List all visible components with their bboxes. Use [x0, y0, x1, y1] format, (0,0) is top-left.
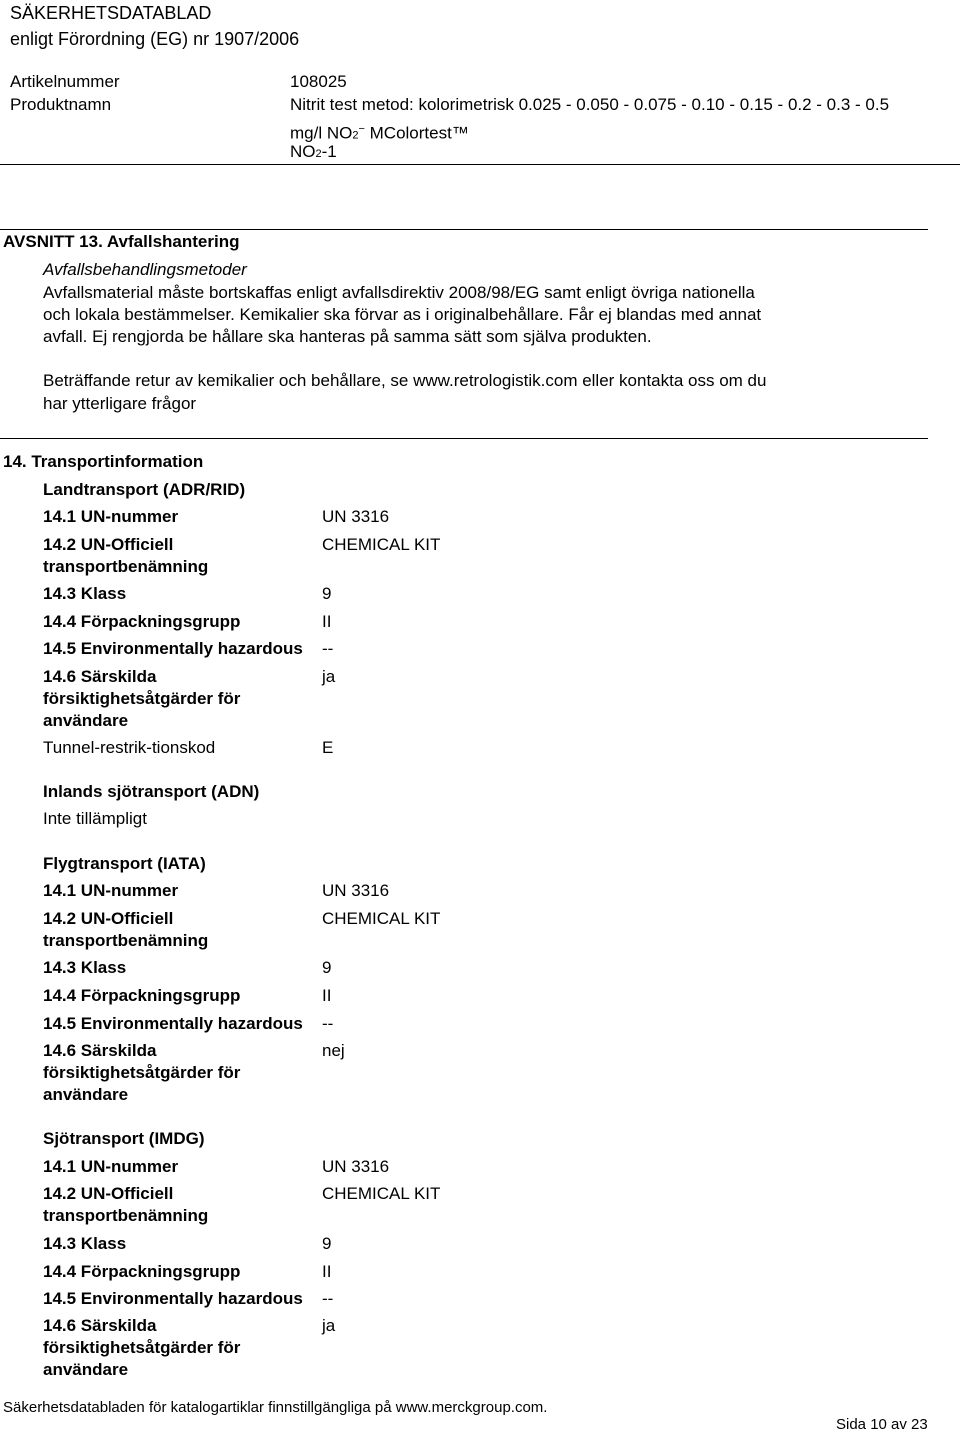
air-special-precautions-label-3: användare [43, 1085, 129, 1104]
product-name-line1: Nitrit test metod: kolorimetrisk 0.025 - 0.050 - 0.075 - 0.10 - 0.15 - 0.2 - 0.3 - 0.5 [290, 95, 890, 114]
air-env-hazard-label: 14.5 Environmentally hazardous [43, 1014, 303, 1033]
land-shipping-name-label-2: transportbenämning [43, 557, 209, 576]
product-name-label: Produktnamn [10, 95, 112, 114]
section14-top-rule [0, 438, 928, 439]
land-shipping-name-label-1: 14.2 UN-Officiell [43, 535, 174, 554]
air-env-hazard-value: -- [322, 1014, 334, 1033]
page-number: Sida 10 av 23 [836, 1416, 928, 1433]
land-special-precautions-value: ja [322, 667, 336, 686]
sea-un-number-value: UN 3316 [322, 1157, 390, 1176]
inland-transport-title: Inlands sjötransport (ADN) [43, 782, 260, 801]
product-name-line3: NO2-1 [290, 142, 337, 161]
land-un-number-label: 14.1 UN-nummer [43, 507, 179, 526]
article-number-value: 108025 [290, 72, 347, 91]
inland-transport-note: Inte tillämpligt [43, 809, 147, 828]
air-un-number-label: 14.1 UN-nummer [43, 881, 179, 900]
return-info-line1: Beträffande retur av kemikalier och behållare, se www.retrologistik.com eller kontakta oss om du [43, 371, 767, 390]
land-special-precautions-label-2: försiktighetsåtgärder för [43, 689, 241, 708]
sea-env-hazard-value: -- [322, 1289, 334, 1308]
sea-packing-group-value: II [322, 1262, 332, 1281]
sea-un-number-label: 14.1 UN-nummer [43, 1157, 179, 1176]
land-transport-title: Landtransport (ADR/RID) [43, 480, 246, 499]
air-special-precautions-label-2: försiktighetsåtgärder för [43, 1063, 241, 1082]
land-class-label: 14.3 Klass [43, 584, 127, 603]
land-class-value: 9 [322, 584, 332, 603]
product-name-line2: mg/l NO2− MColortest™ [290, 123, 469, 143]
land-special-precautions-label-1: 14.6 Särskilda [43, 667, 157, 686]
article-number-label: Artikelnummer [10, 72, 120, 91]
sea-shipping-name-label-2: transportbenämning [43, 1206, 209, 1225]
air-transport-title: Flygtransport (IATA) [43, 854, 206, 873]
header-divider [0, 164, 960, 165]
air-class-label: 14.3 Klass [43, 958, 127, 977]
regulation-subtitle: enligt Förordning (EG) nr 1907/2006 [10, 29, 300, 49]
air-packing-group-value: II [322, 986, 332, 1005]
return-info-line2: har ytterligare frågor [43, 394, 197, 413]
sea-class-value: 9 [322, 1234, 332, 1253]
sea-packing-group-label: 14.4 Förpackningsgrupp [43, 1262, 241, 1281]
footer-note: Säkerhetsdatabladen för katalogartiklar finnstillgängliga på www.merckgroup.com. [3, 1399, 548, 1416]
document-title: SÄKERHETSDATABLAD [10, 3, 212, 23]
air-packing-group-label: 14.4 Förpackningsgrupp [43, 986, 241, 1005]
land-packing-group-value: II [322, 612, 332, 631]
sea-shipping-name-value: CHEMICAL KIT [322, 1184, 441, 1203]
section13-top-rule [0, 229, 928, 230]
sea-env-hazard-label: 14.5 Environmentally hazardous [43, 1289, 303, 1308]
sea-special-precautions-value: ja [322, 1316, 336, 1335]
air-un-number-value: UN 3316 [322, 881, 390, 900]
section13-heading: AVSNITT 13. Avfallshantering [3, 232, 240, 251]
land-env-hazard-label: 14.5 Environmentally hazardous [43, 639, 303, 658]
air-class-value: 9 [322, 958, 332, 977]
sea-class-label: 14.3 Klass [43, 1234, 127, 1253]
land-packing-group-label: 14.4 Förpackningsgrupp [43, 612, 241, 631]
land-tunnel-code-value: E [322, 738, 334, 757]
land-env-hazard-value: -- [322, 639, 334, 658]
air-shipping-name-label-1: 14.2 UN-Officiell [43, 909, 174, 928]
air-shipping-name-label-2: transportbenämning [43, 931, 209, 950]
air-special-precautions-value: nej [322, 1041, 345, 1060]
air-special-precautions-label-1: 14.6 Särskilda [43, 1041, 157, 1060]
section14-heading: 14. Transportinformation [3, 452, 204, 471]
disposal-paragraph-line3: avfall. Ej rengjorda be hållare ska hanteras på samma sätt som själva produkten. [43, 327, 652, 346]
land-shipping-name-value: CHEMICAL KIT [322, 535, 441, 554]
air-shipping-name-value: CHEMICAL KIT [322, 909, 441, 928]
sea-shipping-name-label-1: 14.2 UN-Officiell [43, 1184, 174, 1203]
disposal-paragraph-line2: och lokala bestämmelser. Kemikalier ska förvar as i originalbehållare. Får ej blandas med annat [43, 305, 762, 324]
land-un-number-value: UN 3316 [322, 507, 390, 526]
disposal-methods-subheading: Avfallsbehandlingsmetoder [43, 260, 247, 279]
sea-special-precautions-label-2: försiktighetsåtgärder för [43, 1338, 241, 1357]
sea-special-precautions-label-1: 14.6 Särskilda [43, 1316, 157, 1335]
disposal-paragraph-line1: Avfallsmaterial måste bortskaffas enligt avfallsdirektiv 2008/98/EG samt enligt övriga nationella [43, 283, 755, 302]
land-tunnel-code-label: Tunnel-restrik-tionskod [43, 738, 216, 757]
sea-transport-title: Sjötransport (IMDG) [43, 1129, 205, 1148]
sea-special-precautions-label-3: användare [43, 1360, 129, 1379]
land-special-precautions-label-3: användare [43, 711, 129, 730]
